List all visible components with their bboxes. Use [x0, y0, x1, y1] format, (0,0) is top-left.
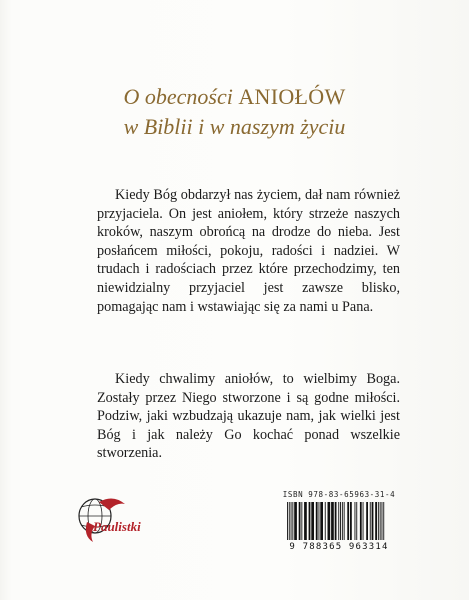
- barcode-bar: [338, 502, 339, 540]
- barcode-bar: [311, 502, 314, 540]
- barcode-bar: [289, 502, 290, 540]
- barcode-bar: [350, 502, 352, 540]
- barcode-bar: [363, 502, 364, 540]
- title-line-2: w Biblii i w naszym życiu: [123, 114, 346, 139]
- title-caps-word: ANIOŁÓW: [238, 84, 346, 109]
- barcode-bar: [380, 502, 381, 540]
- paulistki-globe-logo-icon: [73, 492, 153, 552]
- barcode-bar: [370, 502, 371, 540]
- barcode-bar: [325, 502, 326, 540]
- barcode-bar: [366, 502, 368, 540]
- ean-digits: 9 788365 963314: [289, 542, 389, 552]
- title-prefix: O obecności: [123, 84, 239, 109]
- barcode-bars: [285, 502, 393, 542]
- barcode-bar: [340, 502, 341, 540]
- body-paragraph-1: Kiedy Bóg obdarzył nas życiem, dał nam również przyjaciela. On jest aniołem, który strzeże naszych kroków, naszym obrońcą na drodze do nieba. Jest posłańcem miłości, pokoju, radości i nadziei. W trudach i radościach przez które przechodzimy, ten niewidzialny przyjaciel jest zawsze blisko, pomagając nam i wstawiając się za nami u Pana.: [97, 187, 400, 315]
- body-paragraph-2: Kiedy chwalimy aniołów, to wielbimy Boga. Zostały przez Niego stworzone i są godne miłości. Podziw, jaki wzbudzają ukazuje nam, jak wielki jest Bóg i jak należy Go kochać ponad wszelkie stworzenia.: [97, 371, 400, 462]
- barcode-bar: [355, 502, 356, 540]
- barcode-bar: [292, 502, 293, 540]
- barcode-bar: [342, 502, 343, 540]
- barcode-bar: [287, 502, 288, 540]
- barcode-bar: [372, 502, 374, 540]
- barcode-block: [279, 490, 399, 560]
- barcode-bar: [328, 502, 331, 540]
- barcode-bar: [301, 502, 302, 540]
- barcode-bar: [309, 502, 311, 540]
- barcode-bar: [382, 502, 383, 540]
- barcode-bar: [319, 502, 320, 540]
- barcode-bar: [304, 502, 307, 540]
- barcode-bar: [378, 502, 379, 540]
- barcode-bar: [356, 502, 357, 540]
- barcode-bar: [383, 502, 384, 540]
- publisher-name: Paulistki: [93, 519, 141, 534]
- barcode-bar: [335, 502, 337, 540]
- barcode-bar: [291, 502, 292, 540]
- isbn-label: ISBN 978-83-65963-31-4: [282, 490, 396, 499]
- barcode-bar: [299, 502, 301, 540]
- barcode-bar: [375, 502, 377, 540]
- barcode-bar: [344, 502, 345, 540]
- title-line-1: [0, 82, 469, 112]
- barcode-bar: [316, 502, 318, 540]
- barcode-bar: [347, 502, 349, 540]
- barcode-bar: [360, 502, 362, 540]
- barcode-bar: [320, 502, 323, 540]
- barcode-bar: [294, 502, 297, 540]
- barcode-bar: [331, 502, 334, 540]
